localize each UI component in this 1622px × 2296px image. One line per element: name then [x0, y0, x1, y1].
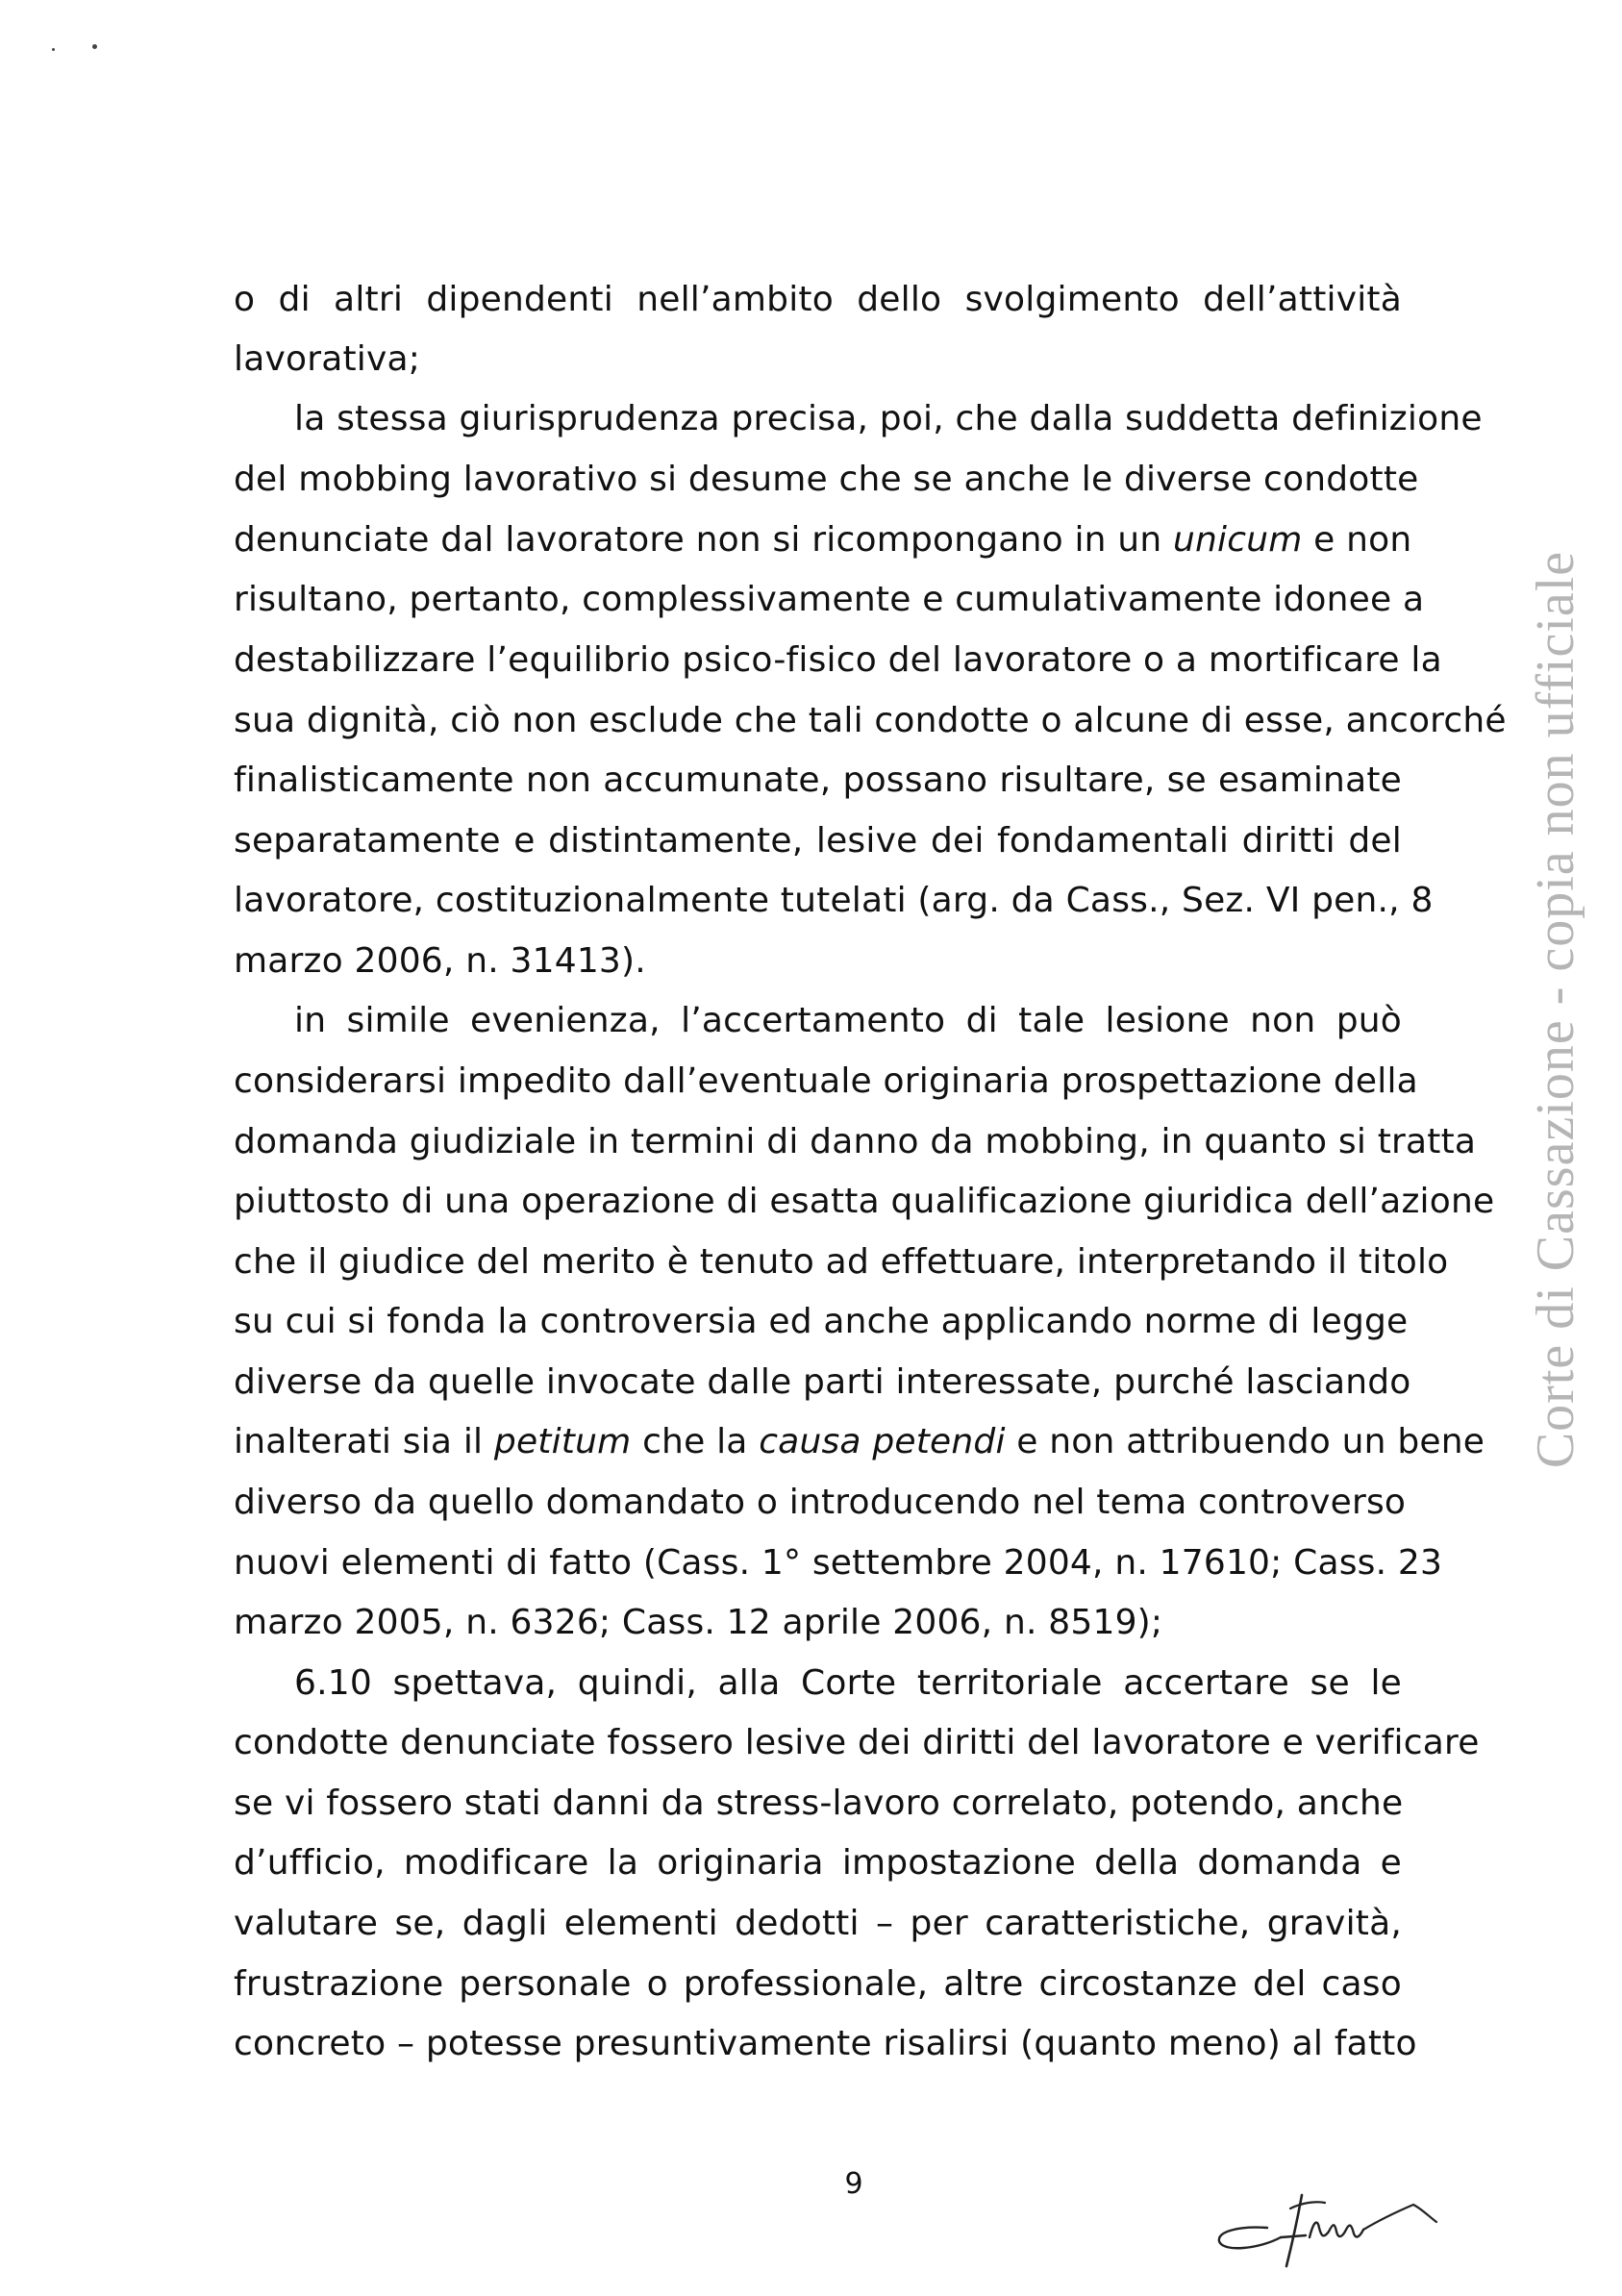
text-line: 6.10 spettava, quindi, alla Corte territoriale accertare se le — [294, 1663, 1402, 1703]
text-line: lavoratore, costituzionalmente tutelati (arg. da Cass., Sez. VI pen., 8 — [234, 881, 1434, 920]
text-line: domanda giudiziale in termini di danno da mobbing, in quanto si tratta — [234, 1122, 1477, 1161]
text-line: marzo 2006, n. 31413). — [234, 941, 646, 981]
text-line: destabilizzare l’equilibrio psico-fisico del lavoratore o a mortificare la — [234, 640, 1442, 680]
signature-image — [1210, 2168, 1450, 2274]
scan-mark — [52, 48, 55, 51]
text-line: considerarsi impedito dall’eventuale originaria prospettazione della — [234, 1061, 1418, 1101]
text-line: piuttosto di una operazione di esatta qualificazione giuridica dell’azione — [234, 1182, 1495, 1221]
text-line: frustrazione personale o professionale, altre circostanze del caso — [234, 1964, 1402, 2004]
text-line: separatamente e distintamente, lesive dei fondamentali diritti del — [234, 821, 1402, 861]
text-line: valutare se, dagli elementi dedotti – per caratteristiche, gravità, — [234, 1904, 1402, 1943]
text-line: diverso da quello domandato o introducendo nel tema controverso — [234, 1483, 1407, 1522]
text-line: diverse da quelle invocate dalle parti interessate, purché lasciando — [234, 1362, 1411, 1402]
text-line: denunciate dal lavoratore non si ricompongano in un unicum e non — [234, 520, 1412, 560]
text-line: la stessa giurisprudenza precisa, poi, che dalla suddetta definizione — [294, 399, 1483, 438]
text-line: del mobbing lavorativo si desume che se anche le diverse condotte — [234, 460, 1419, 499]
scan-mark — [92, 44, 97, 49]
text-line: finalisticamente non accumunate, possano risultare, se esaminate — [234, 761, 1402, 800]
text-line: d’ufficio, modificare la originaria impostazione della domanda e — [234, 1843, 1402, 1883]
text-line: se vi fossero stati danni da stress-lavoro correlato, potendo, anche — [234, 1784, 1404, 1823]
text-line: inalterati sia il petitum che la causa petendi e non attribuendo un bene — [234, 1422, 1485, 1461]
text-line: che il giudice del merito è tenuto ad effettuare, interpretando il titolo — [234, 1242, 1449, 1282]
text-line: o di altri dipendenti nell’ambito dello svolgimento dell’attività — [234, 280, 1402, 319]
page-number: 9 — [844, 2167, 863, 2201]
text-line: su cui si fonda la controversia ed anche applicando norme di legge — [234, 1302, 1409, 1341]
text-line: nuovi elementi di fatto (Cass. 1° settembre 2004, n. 17610; Cass. 23 — [234, 1543, 1443, 1583]
text-line: risultano, pertanto, complessivamente e cumulativamente idonee a — [234, 580, 1425, 619]
text-line: condotte denunciate fossero lesive dei diritti del lavoratore e verificare — [234, 1723, 1480, 1762]
text-line: marzo 2005, n. 6326; Cass. 12 aprile 2006, n. 8519); — [234, 1603, 1163, 1642]
text-line: sua dignità, ciò non esclude che tali condotte o alcune di esse, ancorché — [234, 701, 1507, 740]
text-line: concreto – potesse presuntivamente risalirsi (quanto meno) al fatto — [234, 2024, 1417, 2063]
text-line: lavorativa; — [234, 339, 421, 379]
text-line: in simile evenienza, l’accertamento di tale lesione non può — [294, 1001, 1402, 1040]
watermark-text: Corte di Cassazione - copia non ufficiale — [1526, 550, 1585, 1469]
